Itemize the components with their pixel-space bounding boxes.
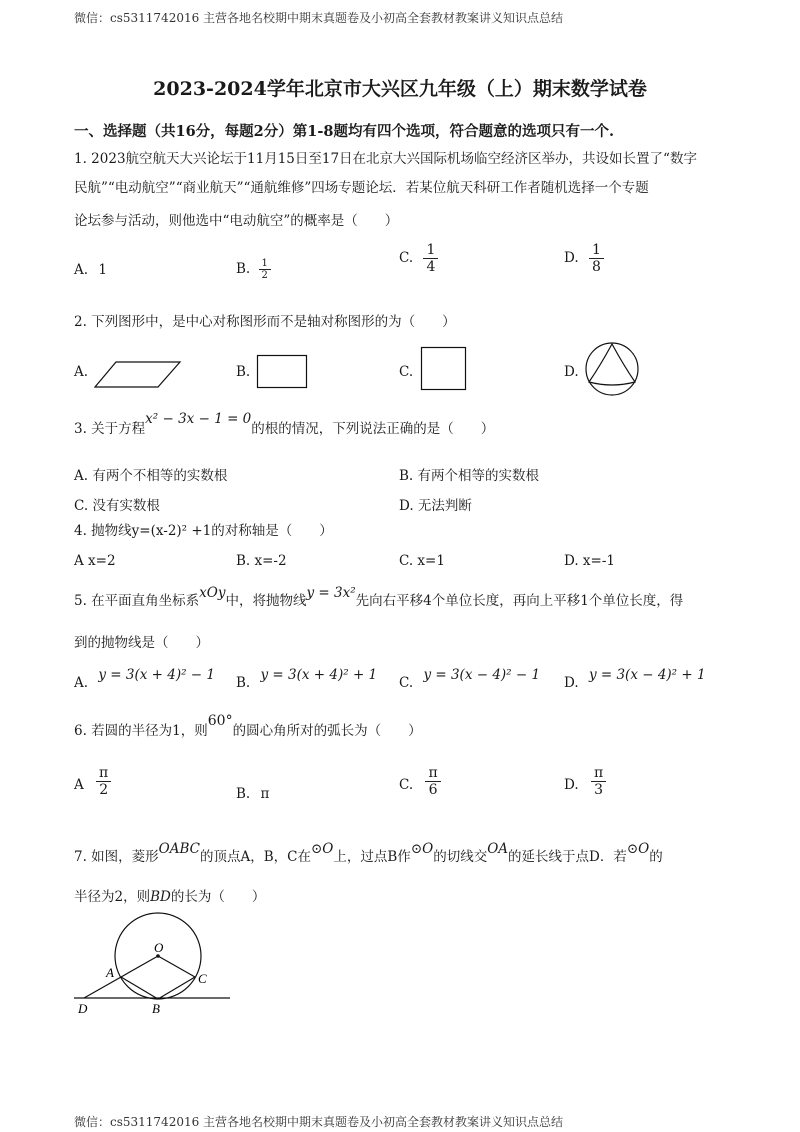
option-label: A.	[74, 675, 89, 691]
q4-option-c[interactable]: C. x=1	[399, 553, 445, 569]
q2-stem: 2. 下列图形中，是中心对称图形而不是轴对称图形的为（ ）	[74, 314, 456, 330]
circle-with-curved-triangle-figure	[584, 341, 640, 397]
rhombus-circle-figure	[70, 912, 235, 1022]
q6-stem-pre: 6. 若圆的半径为1，则	[74, 723, 208, 739]
q1-option-d[interactable]	[564, 242, 604, 275]
option-label: D.	[564, 675, 579, 691]
q4-option-b[interactable]: B. x=-2	[236, 553, 287, 569]
point-label-o: O	[154, 940, 164, 955]
q4-stem: 4. 抛物线y=(x-2)² +1的对称轴是（ ）	[74, 523, 333, 539]
option-equation: y = 3(x − 4)² + 1	[588, 667, 706, 683]
q7-text: 7. 如图，菱形	[74, 849, 159, 865]
option-label: A.	[74, 262, 89, 278]
q2-option-c-label[interactable]: C.	[399, 364, 414, 380]
denominator: 2	[261, 270, 268, 281]
fraction	[259, 258, 271, 281]
q5-stem-pre: 5. 在平面直角坐标系	[74, 593, 200, 609]
rectangle-figure	[256, 354, 310, 390]
q7-text: 的长为（ ）	[170, 889, 266, 905]
q2-option-d-label[interactable]: D.	[564, 364, 579, 380]
q3-option-c[interactable]: C. 没有实数根	[74, 498, 160, 514]
fraction	[96, 765, 111, 798]
numerator: 1	[423, 242, 438, 259]
section-heading: 一、选择题（共16分，每题2分）第1-8题均有四个选项，符合题意的选项只有一个.	[74, 123, 615, 140]
q5-option-c[interactable]	[399, 667, 541, 691]
q7-text: 半径为2，则	[74, 889, 151, 905]
q5-option-d[interactable]	[564, 667, 706, 691]
q6-stem	[74, 713, 422, 744]
q3-option-b[interactable]: B. 有两个相等的实数根	[399, 468, 540, 484]
q7-text: 上，过点B作	[333, 849, 411, 865]
q3-stem-pre: 3. 关于方程	[74, 421, 146, 437]
option-label: B.	[236, 675, 251, 691]
q1-option-c[interactable]	[399, 242, 438, 275]
page-title: 2023-2024学年北京市大兴区九年级（上）期末数学试卷	[153, 78, 647, 100]
q3-stem	[74, 411, 495, 442]
option-label: D.	[564, 250, 579, 266]
q7-circle-o: ⊙O	[410, 841, 434, 857]
q5-line2: 到的抛物线是（ ）	[74, 635, 209, 651]
fraction	[589, 242, 604, 275]
fraction	[425, 765, 440, 798]
q5-option-a[interactable]	[74, 667, 215, 691]
denominator: 3	[594, 782, 603, 798]
numerator: π	[591, 765, 606, 782]
q5-equation: y = 3x²	[306, 585, 356, 601]
denominator: 8	[591, 259, 601, 275]
q7-segment-oa: OA	[487, 841, 509, 857]
q6-angle: 60°	[207, 713, 233, 729]
numerator: π	[425, 765, 440, 782]
numerator: 1	[589, 242, 604, 259]
q3-option-d[interactable]: D. 无法判断	[399, 498, 472, 514]
q7-line1	[74, 841, 663, 870]
option-equation: y = 3(x − 4)² − 1	[423, 667, 541, 683]
option-label: C.	[399, 777, 414, 793]
q7-circle-o: ⊙O	[311, 841, 334, 857]
page-header: 微信：cs5311742016 主营各地名校期中期末真题卷及小初高全套教材教案讲义知识点总结	[74, 11, 564, 25]
q3-option-a[interactable]: A. 有两个不相等的实数根	[74, 468, 228, 484]
q6-option-d[interactable]	[564, 765, 606, 798]
q1-option-a[interactable]	[74, 262, 107, 278]
point-label-d: D	[78, 1001, 88, 1016]
q5-stem	[74, 585, 684, 614]
option-equation: y = 3(x + 4)² + 1	[260, 667, 378, 683]
q3-stem-post: 的根的情况，下列说法正确的是（ ）	[251, 421, 495, 437]
q6-stem-post: 的圆心角所对的弧长为（ ）	[232, 723, 422, 739]
point-label-b: B	[152, 1001, 160, 1016]
parallelogram-figure	[94, 360, 184, 390]
denominator: 2	[99, 782, 109, 798]
q7-segment-bd: BD	[150, 889, 171, 905]
fraction	[423, 242, 438, 275]
option-value: 1	[98, 262, 107, 278]
q7-text: 的顶点A，B，C在	[200, 849, 311, 865]
q1-line2: 民航”“电动航空”“商业航天”“通航维修”四场专题论坛．若某位航天科研工作者随机选择一个专题	[74, 180, 649, 196]
q5-stem-mid: 中，将抛物线	[225, 593, 307, 609]
q7-rhombus: OABC	[158, 841, 200, 857]
numerator: 1	[259, 258, 271, 270]
q7-text: 的切线交	[433, 849, 488, 865]
option-value: π	[260, 786, 270, 802]
denominator: 6	[428, 782, 438, 798]
q2-option-b-label[interactable]: B.	[236, 364, 251, 380]
q5-stem-post: 先向右平移4个单位长度，再向上平移1个单位长度，得	[355, 593, 684, 609]
point-label-a: A	[106, 965, 114, 980]
option-label: C.	[399, 675, 414, 691]
q7-text: 的	[649, 849, 663, 865]
q6-option-b[interactable]	[236, 786, 269, 802]
q5-option-b[interactable]	[236, 667, 378, 691]
denominator: 4	[426, 259, 436, 275]
q4-option-d[interactable]: D. x=-1	[564, 553, 616, 569]
q1-line3: 论坛参与活动，则他选中“电动航空”的概率是（ ）	[74, 213, 399, 229]
q3-equation: x² − 3x − 1 = 0	[145, 411, 252, 427]
option-label: B.	[236, 786, 251, 802]
q1-line1: 1. 2023航空航天大兴论坛于11月15日至17日在北京大兴国际机场临空经济区举办，共设如长置了“数字	[74, 151, 697, 167]
fraction	[591, 765, 606, 798]
numerator: π	[96, 765, 111, 782]
point-label-c: C	[198, 971, 207, 986]
q6-option-c[interactable]	[399, 765, 441, 798]
q4-option-a[interactable]: A x=2	[74, 553, 116, 569]
option-label: A	[74, 777, 84, 793]
q7-text: 的延长线于点D．若	[508, 849, 627, 865]
option-equation: y = 3(x + 4)² − 1	[98, 667, 215, 683]
option-label: C.	[399, 250, 414, 266]
q7-circle-o: ⊙O	[626, 841, 650, 857]
q2-option-a-label[interactable]: A.	[74, 364, 89, 380]
q6-option-a[interactable]	[74, 765, 111, 798]
option-label: D.	[564, 777, 579, 793]
square-figure	[420, 346, 468, 392]
page-footer: 微信：cs5311742016 主营各地名校期中期末真题卷及小初高全套教材教案讲义知识点总结	[74, 1115, 564, 1129]
q7-line2	[74, 884, 265, 910]
q1-option-b[interactable]	[236, 258, 271, 281]
q5-coordinate-system: xOy	[199, 585, 226, 601]
option-label: B.	[236, 261, 251, 277]
